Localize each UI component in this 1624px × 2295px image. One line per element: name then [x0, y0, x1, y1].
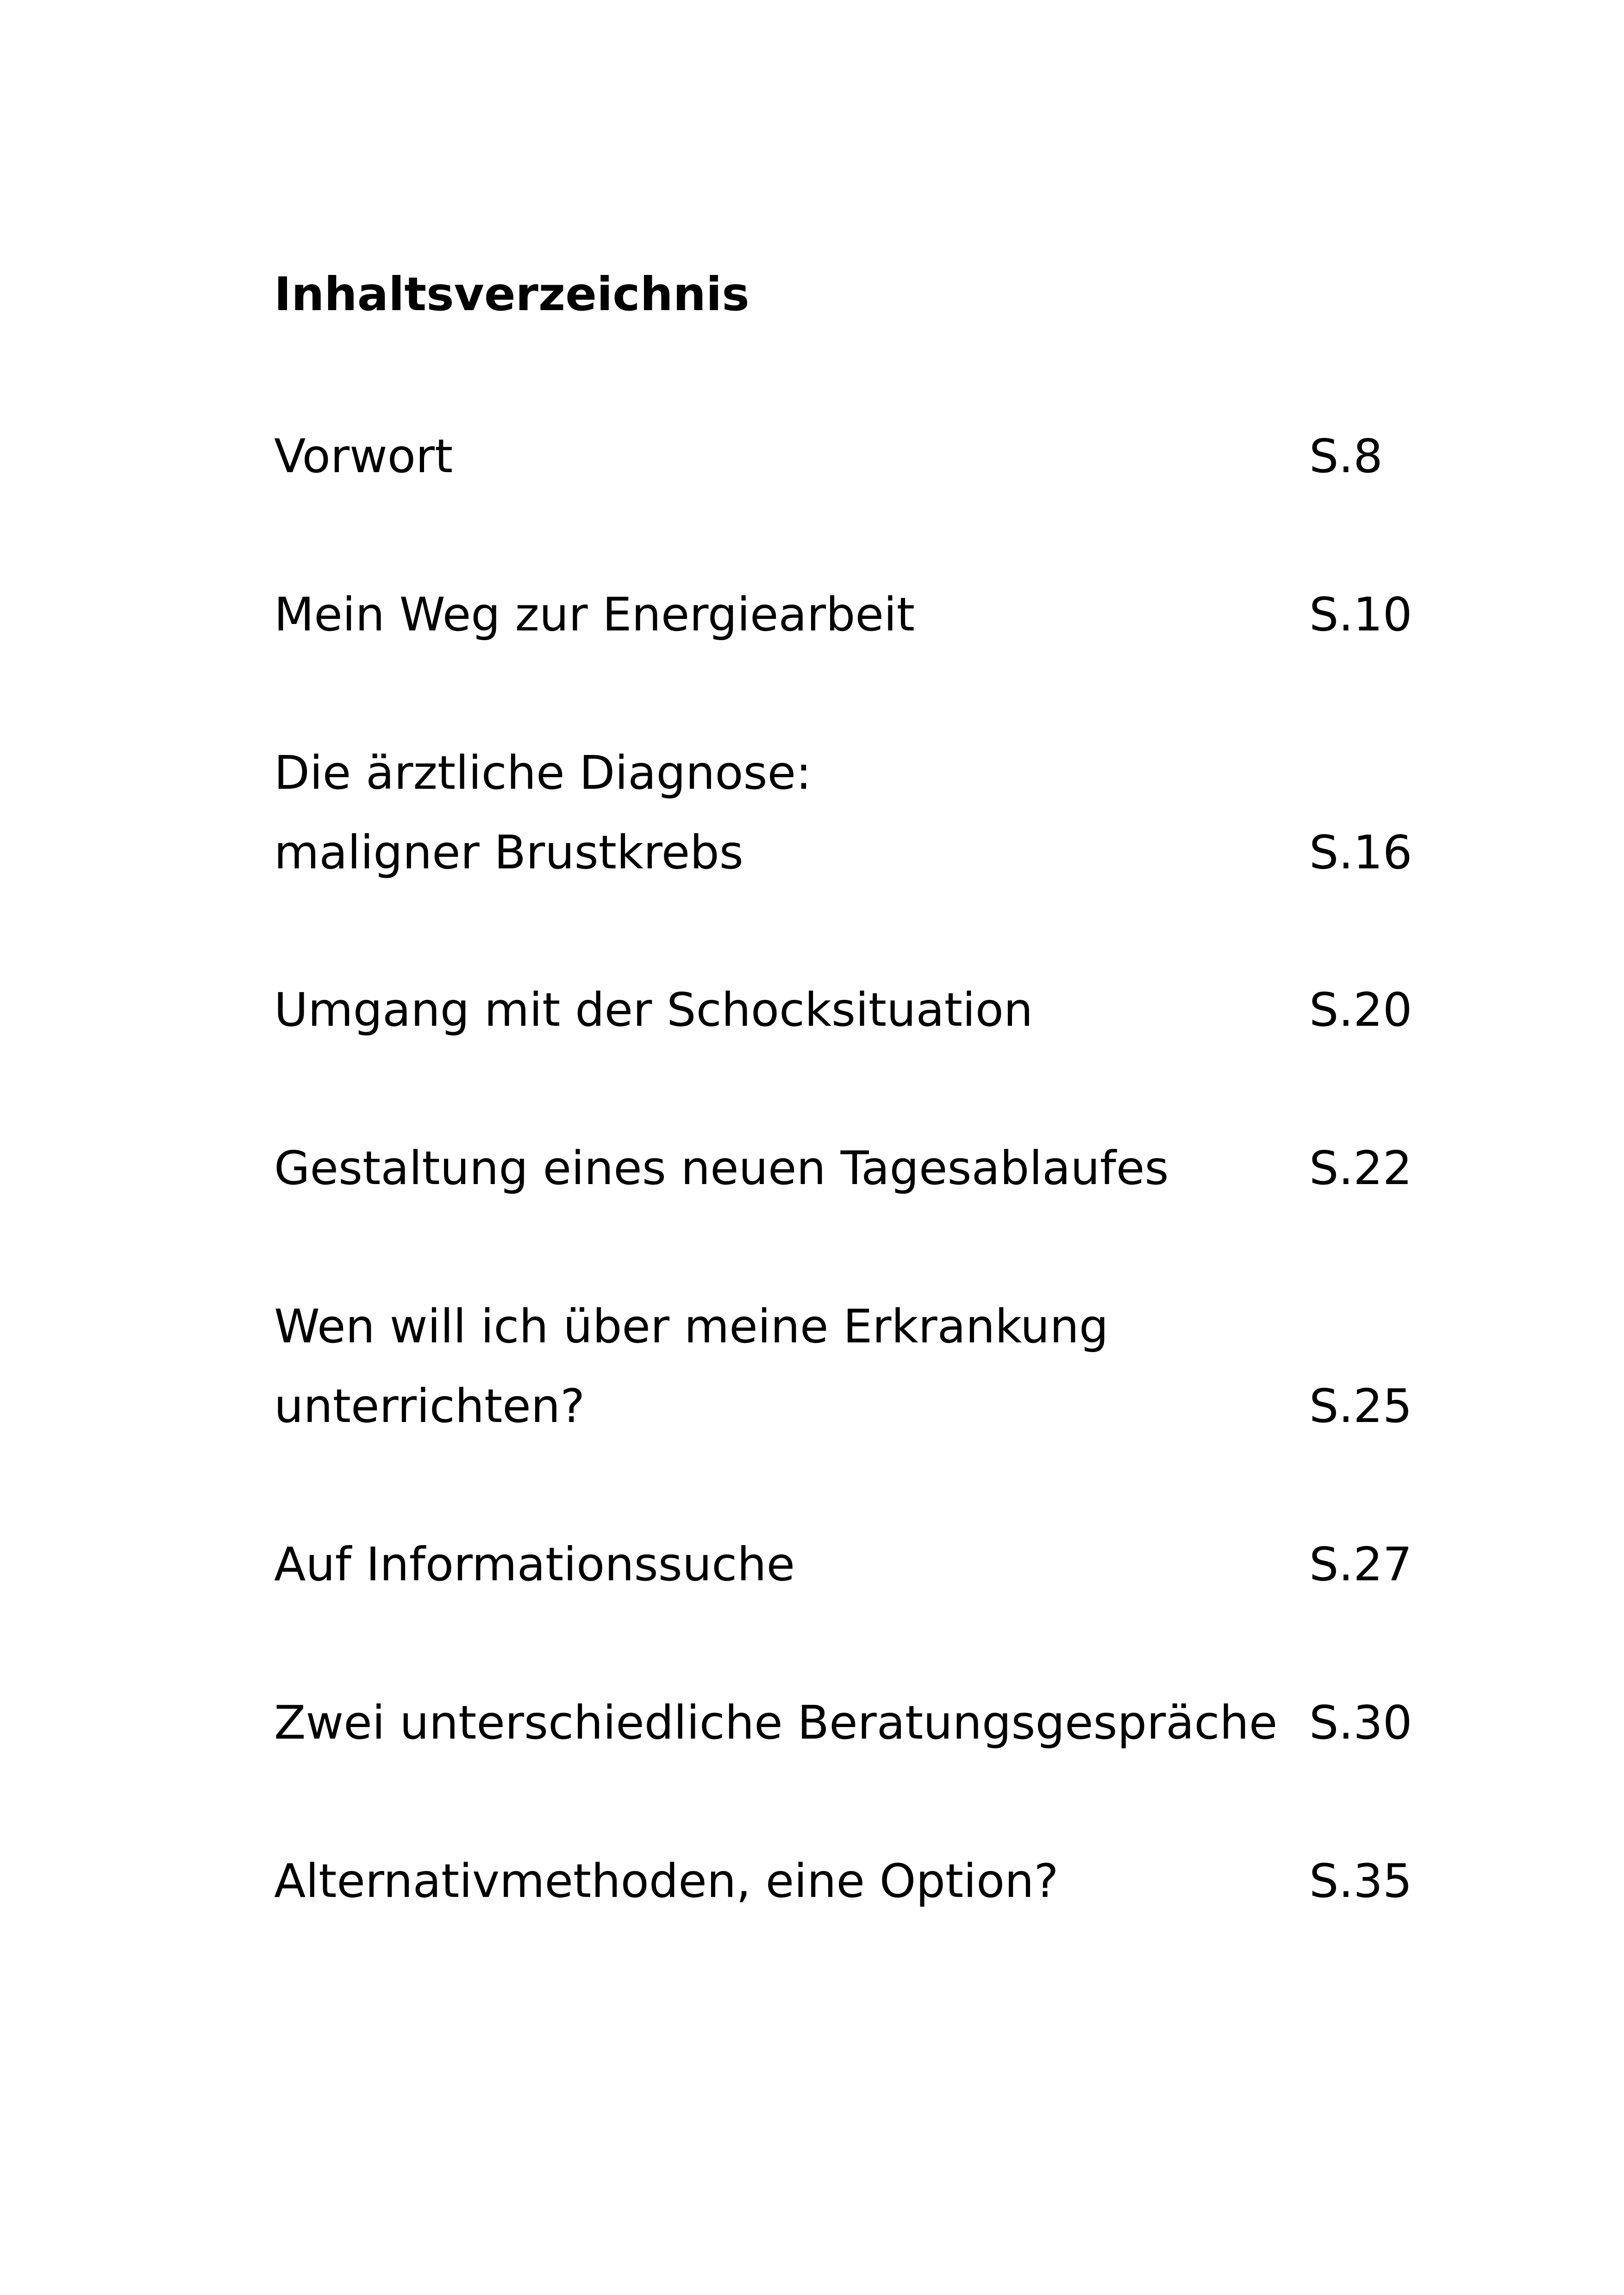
toc-entry-page: S.30 — [1309, 1696, 1412, 1750]
toc-entry-page: S.27 — [1309, 1537, 1412, 1591]
toc-entry-title: Zwei unterschiedliche Beratungsgespräche — [274, 1696, 1278, 1750]
toc-entry-title: Mein Weg zur Energiearbeit — [274, 587, 915, 642]
toc-entry-page: S.16 — [1309, 825, 1412, 879]
toc-entry-schocksituation — [274, 970, 1441, 1050]
toc-entry-energiearbeit — [274, 575, 1441, 655]
toc-entry-title: Gestaltung eines neuen Tagesablaufes — [274, 1141, 1169, 1195]
toc-entry-diagnose — [274, 733, 1441, 892]
toc-entry-page: S.22 — [1309, 1141, 1412, 1195]
toc-entry-beratungsgespraeche — [274, 1683, 1441, 1763]
toc-entry-title: Umgang mit der Schocksituation — [274, 983, 1033, 1037]
toc-entry-tagesablauf — [274, 1129, 1441, 1208]
toc-entry-page: S.35 — [1309, 1854, 1412, 1908]
toc-entry-page: S.25 — [1309, 1379, 1412, 1433]
toc-entry-title: Alternativmethoden, eine Option? — [274, 1854, 1059, 1908]
toc-entry-vorwort — [274, 417, 1441, 496]
toc-entry-alternativmethoden — [274, 1841, 1441, 1921]
toc-entry-title: Auf Informationssuche — [274, 1537, 795, 1591]
toc-entry-title: Vorwort — [274, 429, 453, 483]
toc-entry-title: Wen will ich über meine Erkrankung unterrichten? — [274, 1299, 1109, 1433]
toc-title: Inhaltsverzeichnis — [274, 267, 750, 321]
toc-entry-page: S.8 — [1309, 429, 1383, 483]
toc-entry-informationssuche — [274, 1525, 1441, 1604]
toc-entry-page: S.10 — [1309, 587, 1412, 642]
toc-entry-title: Die ärztliche Diagnose: maligner Brustkrebs — [274, 746, 812, 879]
toc-entry-erkrankung — [274, 1287, 1441, 1446]
toc-entry-page: S.20 — [1309, 983, 1412, 1037]
